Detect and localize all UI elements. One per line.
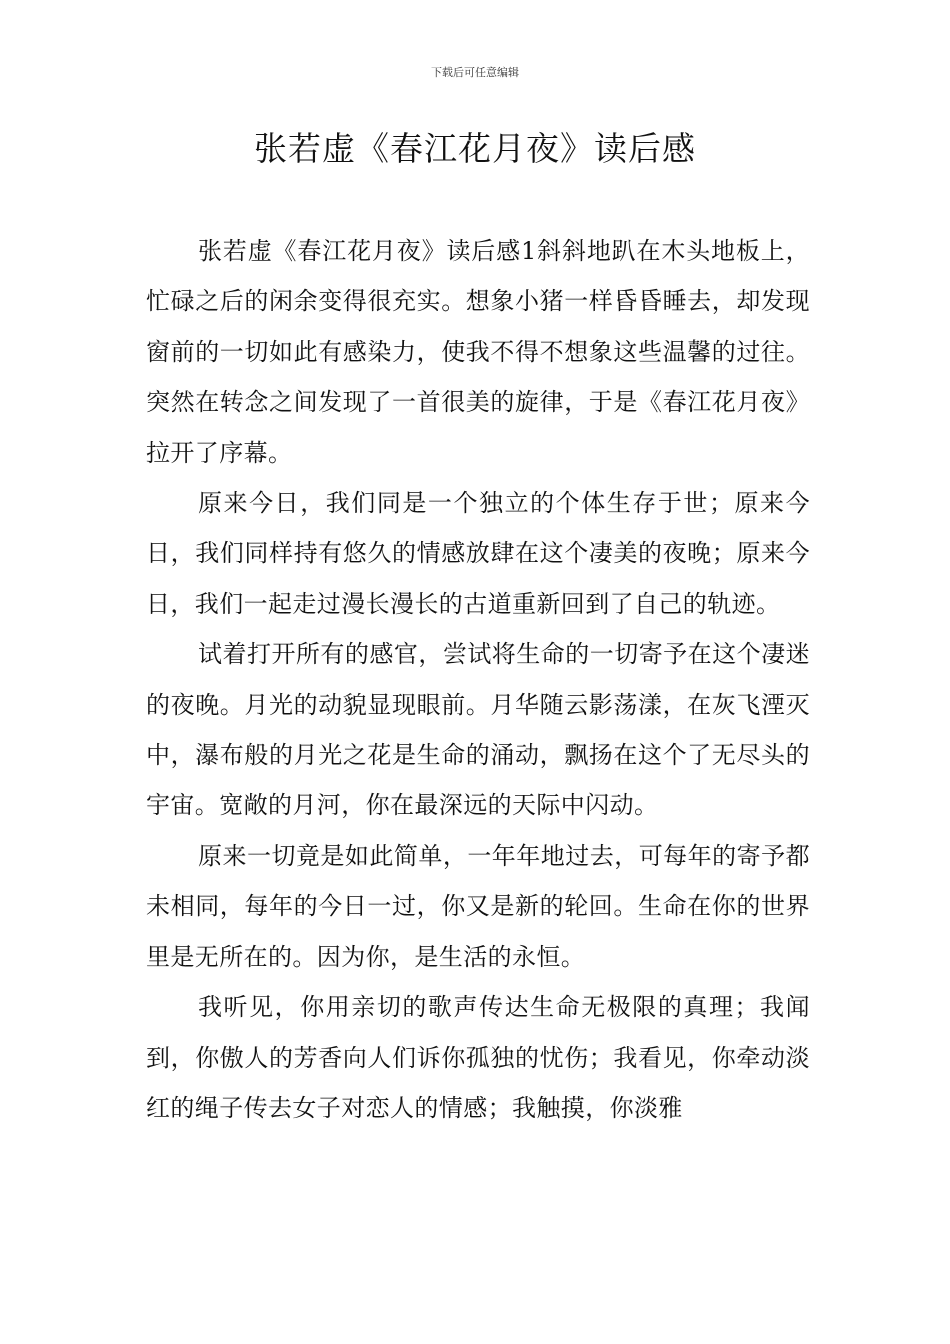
- document-body: [146, 226, 810, 1133]
- paragraph-3: 试着打开所有的感官，尝试将生命的一切寄予在这个凄迷的夜晚。月光的动貌显现眼前。月华随云影荡漾，在灰飞湮灭中，瀑布般的月光之花是生命的涌动，飘扬在这个了无尽头的宇宙。宽敞的月河，你在最深远的天际中闪动。: [146, 640, 810, 820]
- paragraph-4: 原来一切竟是如此简单，一年年地过去，可每年的寄予都未相同，每年的今日一过，你又是新的轮回。生命在你的世界里是无所在的。因为你，是生活的永恒。: [146, 841, 810, 971]
- paragraph-2: 原来今日，我们同是一个独立的个体生存于世；原来今日，我们同样持有悠久的情感放肆在这个凄美的夜晚；原来今日，我们一起走过漫长漫长的古道重新回到了自己的轨迹。: [146, 489, 810, 618]
- paragraph-5: 我听见，你用亲切的歌声传达生命无极限的真理；我闻到，你傲人的芳香向人们诉你孤独的忧伤；我看见，你牵动淡红的绳子传去女子对恋人的情感；我触摸，你淡雅: [146, 993, 810, 1122]
- paragraph-1: 张若虚《春江花月夜》读后感1斜斜地趴在木头地板上，忙碌之后的闲余变得很充实。想象小猪一样昏昏睡去，却发现窗前的一切如此有感染力，使我不得不想象这些温馨的过往。突然在转念之间发现了一首很美的旋律，于是《春江花月夜》拉开了序幕。: [146, 237, 810, 467]
- header-note: 下载后可任意编辑: [431, 66, 519, 79]
- document-title: 张若虚《春江花月夜》读后感: [254, 129, 696, 168]
